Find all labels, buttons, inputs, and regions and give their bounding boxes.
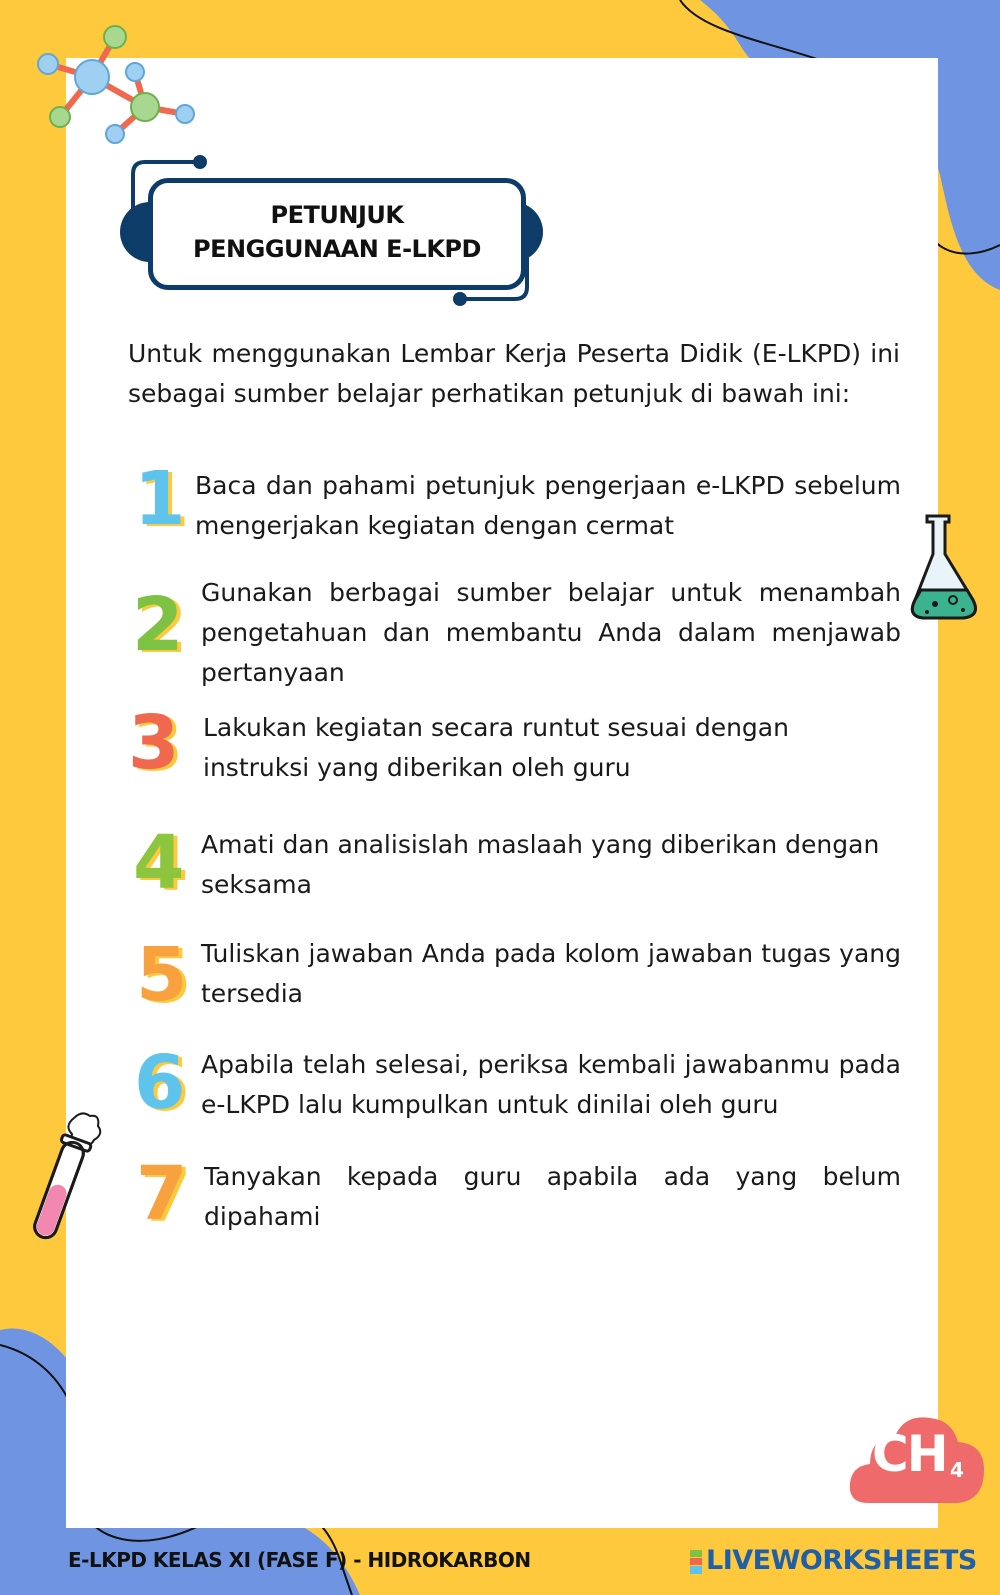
step-text-4: Amati dan analisislah maslaah yang diberikan dengan seksama <box>201 830 880 899</box>
step-number-6: 6 <box>134 1040 186 1126</box>
step-number-7: 7 <box>136 1151 188 1237</box>
step-text-7: Tanyakan kepada guru apabila ada yang belum dipahami <box>204 1162 901 1231</box>
test-tube-icon <box>14 1110 104 1250</box>
step-text-3: Lakukan kegiatan secara runtut sesuai dengan instruksi yang diberikan oleh guru <box>203 713 789 782</box>
step-number-4: 4 <box>133 820 185 906</box>
step-number-1: 1 <box>134 456 186 542</box>
liveworksheets-logo-icon <box>690 1550 702 1574</box>
ch4-badge-text: CH <box>872 1425 947 1483</box>
page-title-line1: PETUNJUK <box>270 201 404 229</box>
step-text-1: Baca dan pahami petunjuk pengerjaan e-LKPD sebelum mengerjakan kegiatan dengan cermat <box>195 471 901 540</box>
page-title-line2: PENGGUNAAN E-LKPD <box>193 235 481 263</box>
molecule-icon <box>30 22 200 147</box>
step-text-2: Gunakan berbagai sumber belajar untuk menambah pengetahuan dan membantu Anda dalam menjawab pertanyaan <box>201 578 901 687</box>
step-number-3: 3 <box>128 700 180 786</box>
liveworksheets-brand[interactable]: LIVEWORKSHEETS <box>706 1545 977 1576</box>
ch4-badge-subscript: 4 <box>950 1458 964 1482</box>
step-text-6: Apabila telah selesai, periksa kembali jawabanmu pada e-LKPD lalu kumpulkan untuk dinilai oleh guru <box>201 1050 901 1119</box>
step-number-5: 5 <box>136 932 188 1018</box>
step-text-5: Tuliskan jawaban Anda pada kolom jawaban tugas yang tersedia <box>201 939 901 1008</box>
intro-text: Untuk menggunakan Lembar Kerja Peserta Didik (E-LKPD) ini sebagai sumber belajar perhatikan petunjuk di bawah ini: <box>128 339 900 408</box>
step-number-2: 2 <box>132 582 184 668</box>
flask-icon <box>905 512 985 627</box>
footer-title: E-LKPD KELAS XI (FASE F) - HIDROKARBON <box>68 1548 531 1572</box>
title-box <box>148 178 526 290</box>
